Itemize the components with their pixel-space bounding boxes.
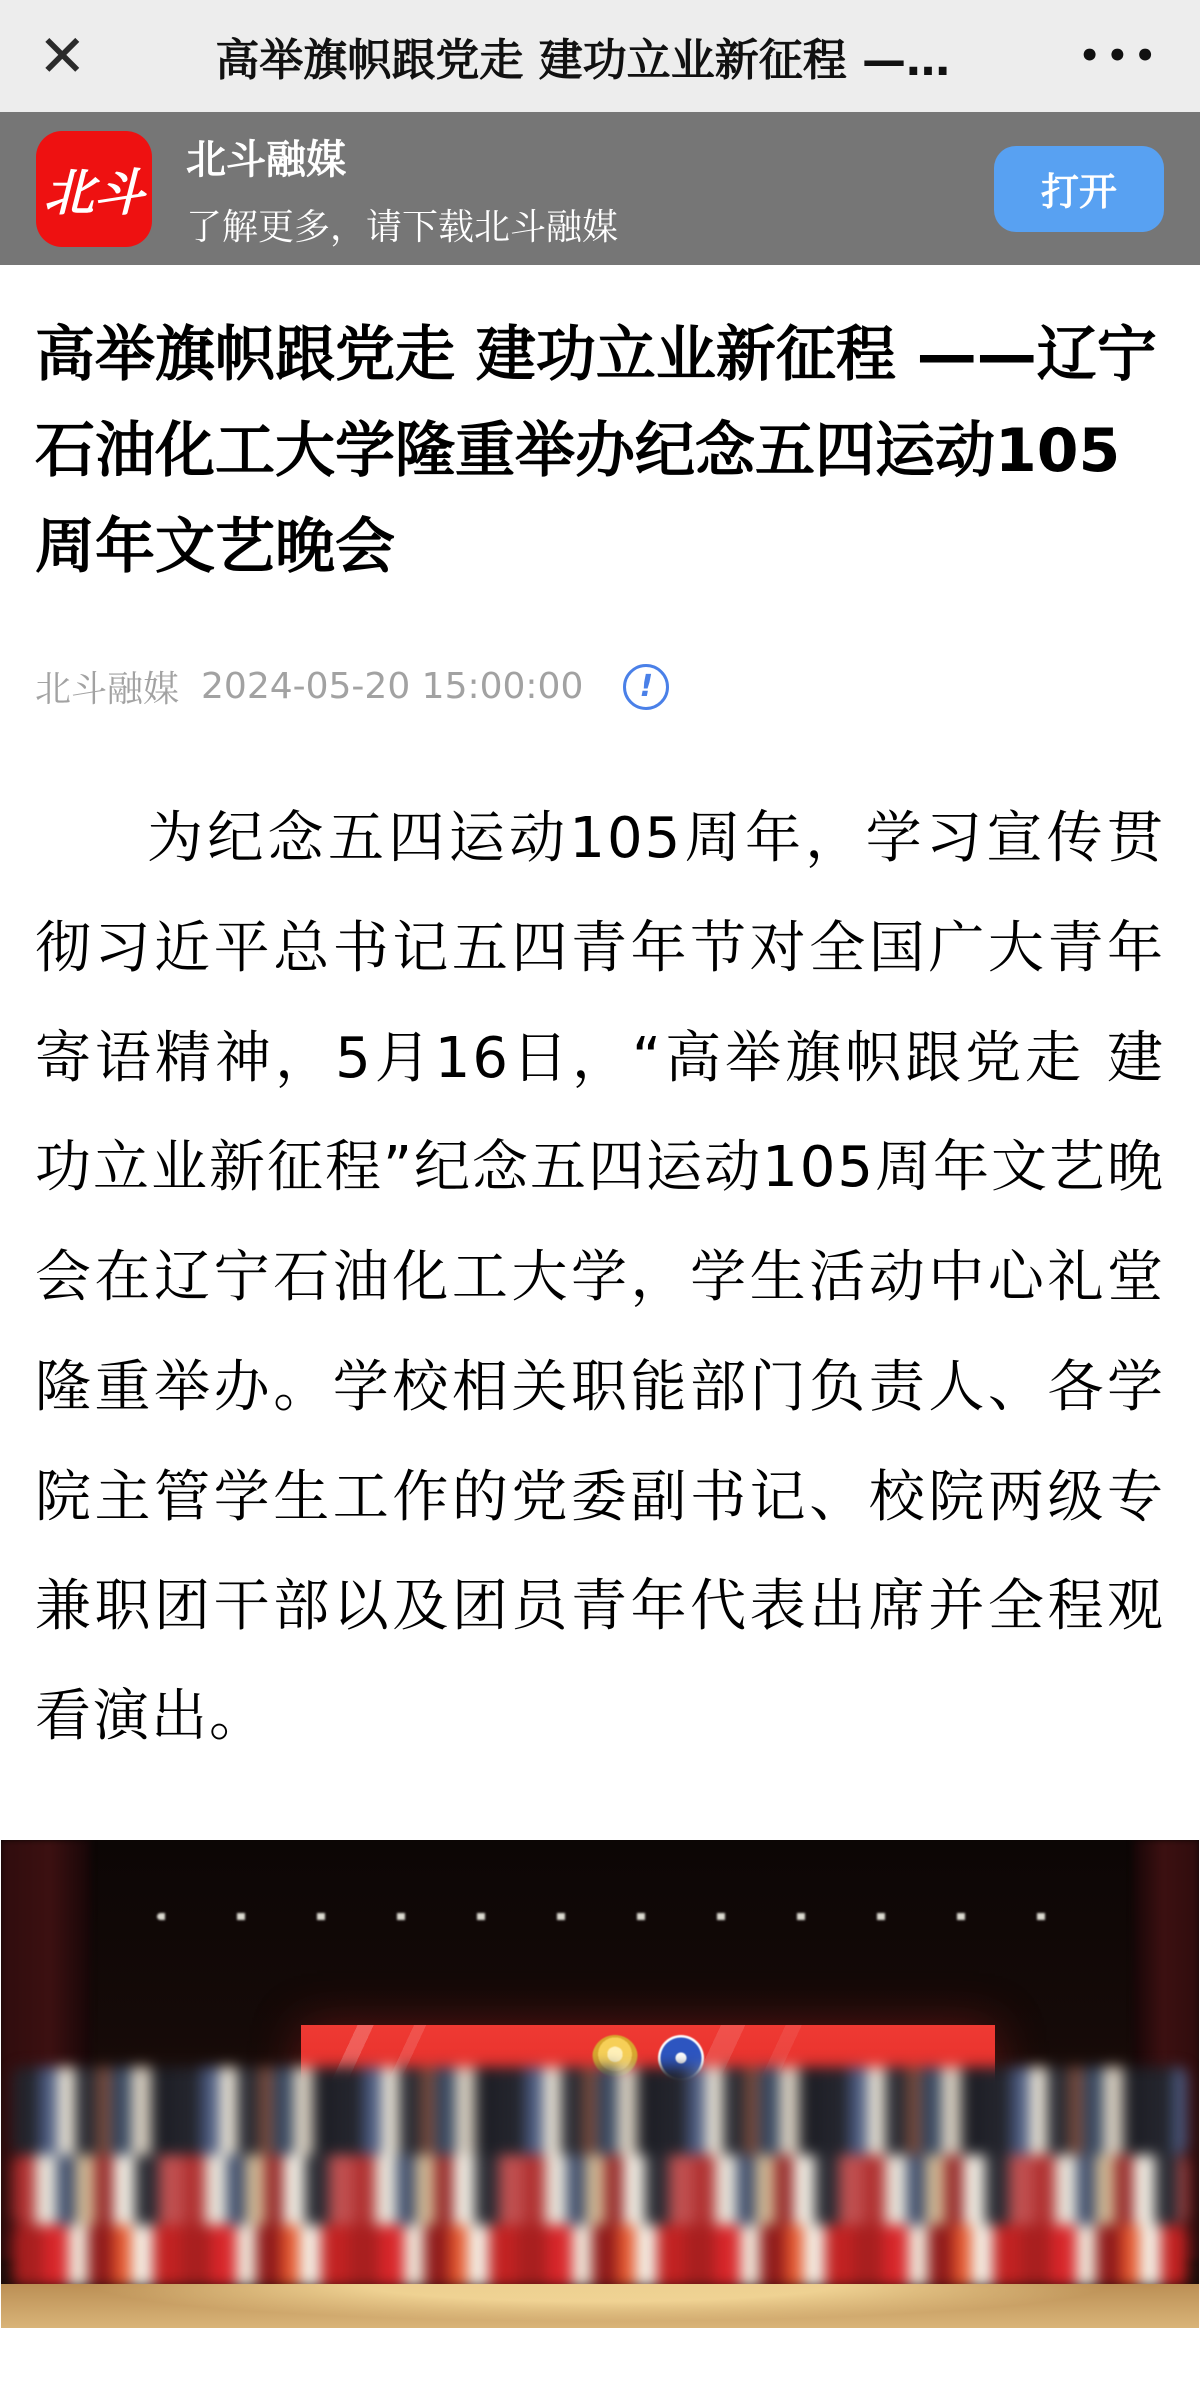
- crowd-front-row: [13, 2225, 1187, 2286]
- stage-photo[interactable]: [1, 1840, 1199, 2328]
- close-icon[interactable]: ✕: [38, 22, 87, 90]
- app-info: [186, 128, 618, 250]
- app-download-banner: [0, 112, 1200, 265]
- app-banner-subtitle: 了解更多，请下载北斗融媒: [186, 206, 619, 248]
- info-icon-glyph: !: [639, 669, 654, 704]
- article-source: 北斗融媒: [35, 669, 180, 710]
- info-icon[interactable]: [623, 664, 669, 710]
- app-name: 北斗融媒: [186, 136, 346, 183]
- stage-floor: [1, 2284, 1199, 2328]
- bottom-whitespace: [0, 2328, 1200, 2384]
- article-body: 为纪念五四运动105周年，学习宣传贯彻习近平总书记五四青年节对全国广大青年寄语精神，5月16日，“高举旗帜跟党走 建功立业新征程”纪念五四运动105周年文艺晚会在辽宁石油化工大学，学生活动中心礼堂隆重举办。学校相关职能部门负责人、各学院主管学生工作的党委副书记、校院两级专兼职团干部以及团员青年代表出席并全程观看演出。: [35, 806, 1165, 1749]
- browser-topbar: [0, 0, 1200, 112]
- article-title: 高举旗帜跟党走 建功立业新征程 ——辽宁石油化工大学隆重举办纪念五四运动105周年文艺晚会: [35, 320, 1157, 582]
- article-datetime: 2024-05-20 15:00:00: [201, 666, 584, 707]
- group-photo-crowd: [13, 2067, 1187, 2287]
- article-meta: [35, 661, 1165, 712]
- app-logo-icon: [36, 131, 152, 247]
- app-logo-text: 北斗: [44, 163, 144, 222]
- article-container: [0, 307, 1200, 1772]
- more-menu-icon[interactable]: •••: [1078, 36, 1162, 76]
- crowd-middle-row: [13, 2155, 1187, 2225]
- page-title: 高举旗帜跟党走 建功立业新征程 —…: [215, 35, 951, 86]
- crowd-back-row: [13, 2067, 1187, 2155]
- ceiling-lights-decoration: [157, 1913, 1115, 1920]
- open-app-button[interactable]: 打开: [994, 146, 1164, 232]
